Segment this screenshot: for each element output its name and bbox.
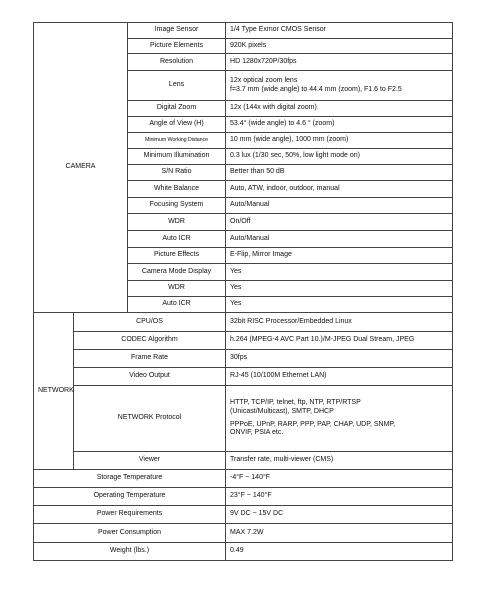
spec-label: Resolution <box>128 54 226 71</box>
spec-label: Picture Elements <box>128 39 226 54</box>
spec-label: Lens <box>128 71 226 101</box>
spec-value-line: 12x optical zoom lens <box>230 76 298 84</box>
spec-value-line: HTTP, TCP/IP, telnet, ftp, NTP, RTP/RTSP <box>230 399 361 406</box>
spec-value: Auto, ATW, indoor, outdoor, manual <box>226 181 453 198</box>
spec-label: Frame Rate <box>74 350 226 368</box>
spec-label: Camera Mode Display <box>128 264 226 281</box>
spec-label: Auto ICR <box>128 231 226 248</box>
section-label-camera: CAMERA <box>34 23 128 313</box>
spec-value <box>226 386 453 452</box>
spec-value-line: f=3.7 mm (wide angle) to 44.4 mm (zoom), F1.6 to F2.5 <box>230 85 402 93</box>
spec-value: 9V DC ~ 15V DC <box>226 506 453 524</box>
spec-value-line: (Unicast/Multicast), SMTP, DHCP <box>230 407 334 415</box>
spec-label: Minimum Working Distance <box>128 133 226 149</box>
spec-value: h.264 (MPEG-4 AVC Part 10.)/M-JPEG Dual Stream, JPEG <box>226 332 453 350</box>
spec-label: Minimum Illumination <box>128 149 226 165</box>
spec-value <box>226 71 453 101</box>
table-row <box>34 368 453 386</box>
spec-value: Yes <box>226 297 453 313</box>
table-row <box>34 452 453 470</box>
spec-label: CPU/OS <box>74 313 226 332</box>
spec-label: White Balance <box>128 181 226 198</box>
spec-value: Yes <box>226 281 453 297</box>
spec-label: Picture Effects <box>128 248 226 264</box>
spec-table <box>33 22 453 561</box>
spec-label: Digital Zoom <box>128 101 226 117</box>
table-row <box>34 506 453 524</box>
spec-value: RJ-45 (10/100M Ethernet LAN) <box>226 368 453 386</box>
spec-value: 0.49 <box>226 543 453 561</box>
section-label-network: NETWORK <box>34 313 74 470</box>
spec-value: 30fps <box>226 350 453 368</box>
spec-label: WDR <box>128 281 226 297</box>
spec-value: Yes <box>226 264 453 281</box>
table-row <box>34 488 453 506</box>
spec-value: HD 1280x720P/30fps <box>226 54 453 71</box>
spec-sheet <box>33 22 452 561</box>
spec-label: NETWORK Protocol <box>74 386 226 452</box>
spec-value: 0.3 lux (1/30 sec, 50%, low light mode on) <box>226 149 453 165</box>
spec-value: 920K pixels <box>226 39 453 54</box>
spec-value: MAX 7.2W <box>226 524 453 543</box>
spec-label: WDR <box>128 214 226 231</box>
spec-label: Focusing System <box>128 198 226 214</box>
spec-label: Operating Temperature <box>34 488 226 506</box>
spec-value: E-Flip, Mirror Image <box>226 248 453 264</box>
table-row <box>34 524 453 543</box>
table-row <box>34 332 453 350</box>
spec-value-line: PPPoE, UPnP, RARP, PPP, PAP, CHAP, UDP, SNMP, <box>230 420 396 428</box>
spec-value: 12x (144x with digital zoom) <box>226 101 453 117</box>
table-row <box>34 386 453 452</box>
spec-label: Power Consumption <box>34 524 226 543</box>
spec-value: Better than 50 dB <box>226 165 453 181</box>
spec-value: 53.4° (wide angle) to 4.6 ° (zoom) <box>226 117 453 133</box>
table-row <box>34 23 453 39</box>
spec-value: Auto/Manual <box>226 231 453 248</box>
spec-label: Video Output <box>74 368 226 386</box>
spec-value: Auto/Manual <box>226 198 453 214</box>
spec-value: 32bit RISC Processor/Embedded Linux <box>226 313 453 332</box>
table-row <box>34 470 453 488</box>
spec-label: Angle of View (H) <box>128 117 226 133</box>
spec-label: Weight (lbs.) <box>34 543 226 561</box>
spec-value: 10 mm (wide angle), 1000 mm (zoom) <box>226 133 453 149</box>
spec-label: Storage Temperature <box>34 470 226 488</box>
spec-label: Viewer <box>74 452 226 470</box>
spec-value: 23°F ~ 140°F <box>226 488 453 506</box>
spec-label: S/N Ratio <box>128 165 226 181</box>
spec-value: -4°F ~ 140°F <box>226 470 453 488</box>
spec-value-line: ONVIF, PSIA etc. <box>230 429 284 437</box>
spec-label: Image Sensor <box>128 23 226 39</box>
table-row <box>34 350 453 368</box>
spec-value: Transfer rate, multi-viewer (CMS) <box>226 452 453 470</box>
spec-label: CODEC Algorithm <box>74 332 226 350</box>
spec-label: Power Requirements <box>34 506 226 524</box>
table-row <box>34 543 453 561</box>
table-row <box>34 313 453 332</box>
spec-label: Auto ICR <box>128 297 226 313</box>
spec-value: 1/4 Type Exmor CMOS Sensor <box>226 23 453 39</box>
spec-value: On/Off <box>226 214 453 231</box>
